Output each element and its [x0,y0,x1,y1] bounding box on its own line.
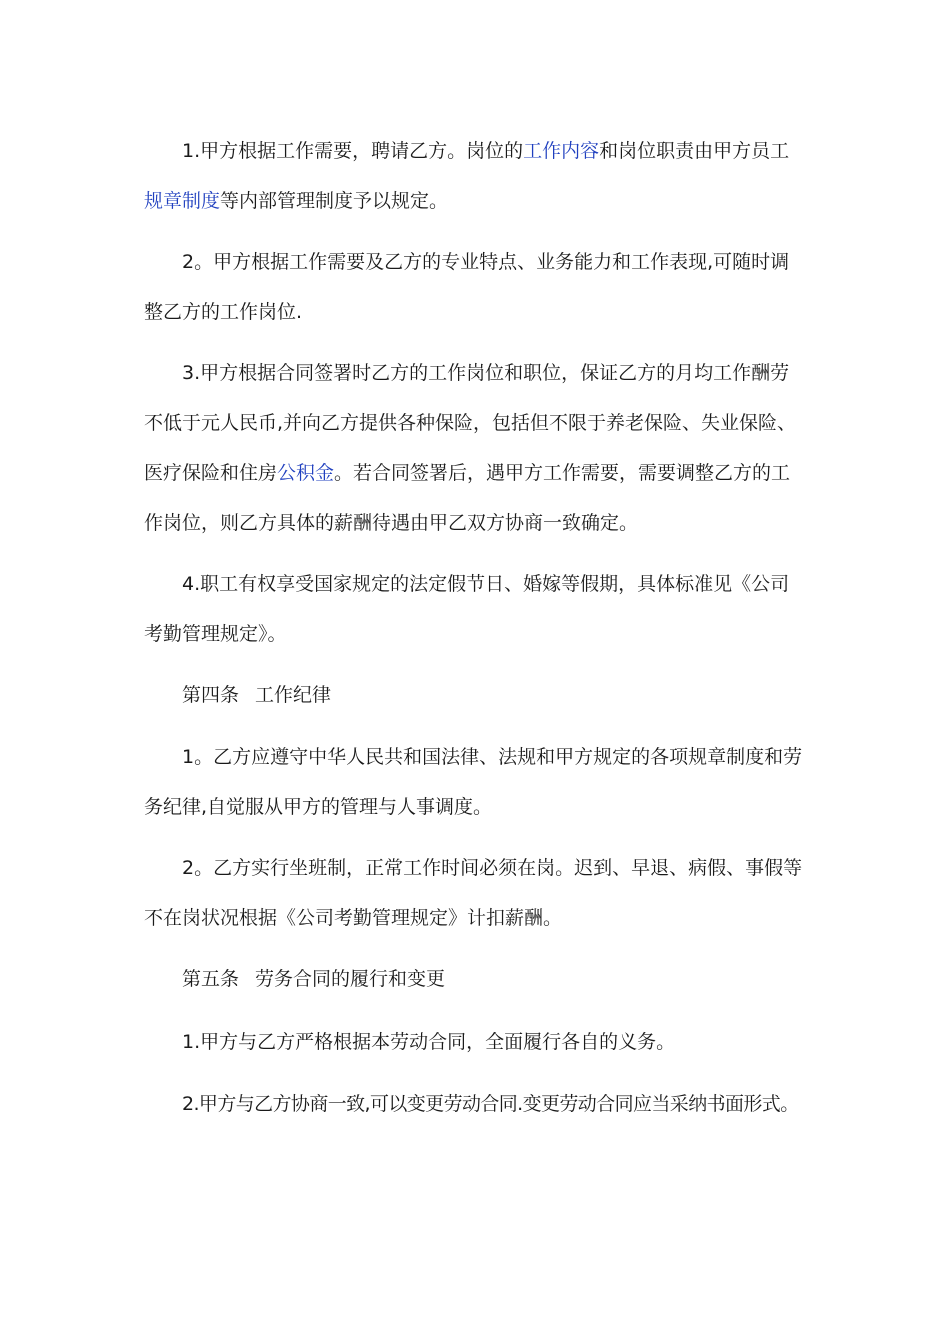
paragraph-2 [144,237,814,337]
paragraph-6 [144,843,814,943]
paragraph-7-line-1: 1.甲方与乙方严格根据本劳动合同，全面履行各自的义务。 [182,1031,676,1053]
paragraph-6-line-1: 2。乙方实行坐班制，正常工作时间必须在岗。迟到、早退、病假、事假等 [182,857,803,879]
paragraph-4-line-1: 4.职工有权享受国家规定的法定假节日、婚嫁等假期，具体标准见《公司 [182,573,790,595]
paragraph-8 [144,1079,814,1129]
paragraph-3-line-4: 作岗位，则乙方具体的薪酬待遇由甲乙双方协商一致确定。 [144,512,639,534]
paragraph-3-line-1: 3.甲方根据合同签署时乙方的工作岗位和职位，保证乙方的月均工作酬劳 [182,362,790,384]
paragraph-1-line-2 [144,176,814,226]
link-housing-fund[interactable]: 公积金 [277,462,335,484]
text-span: 医疗保险和住房 [144,462,278,484]
paragraph-7 [144,1017,814,1067]
text-span: 1.甲方根据工作需要，聘请乙方。岗位的 [182,140,524,162]
paragraph-4-line-2: 考勤管理规定》。 [144,623,287,645]
paragraph-2-line-1: 2。甲方根据工作需要及乙方的专业特点、业务能力和工作表现,可随时调 [182,251,790,273]
paragraph-5-line-2: 务纪律,自觉服从甲方的管理与人事调度。 [144,796,493,818]
article-number: 第五条 [182,968,240,990]
text-span: 等内部管理制度予以规定。 [220,190,449,212]
article-number: 第四条 [182,684,240,706]
link-work-content[interactable]: 工作内容 [523,140,600,162]
article-title: 劳务合同的履行和变更 [255,968,446,990]
paragraph-3-line-2: 不低于元人民币,并向乙方提供各种保险，包括但不限于养老保险、失业保险、 [144,412,797,434]
link-rules-regulations[interactable]: 规章制度 [144,190,221,212]
paragraph-2-line-2: 整乙方的工作岗位. [144,301,303,323]
paragraph-1 [144,126,814,226]
paragraph-6-line-2: 不在岗状况根据《公司考勤管理规定》计扣薪酬。 [144,907,563,929]
paragraph-5 [144,732,814,832]
paragraph-4 [144,559,814,659]
text-span: 。若合同签署后，遇甲方工作需要，需要调整乙方的工 [334,462,791,484]
text-span: 和岗位职责由甲方员工 [599,140,790,162]
paragraph-8-line-1: 2.甲方与乙方协商一致,可以变更劳动合同.变更劳动合同应当采纳书面形式。 [182,1093,799,1115]
article-5-heading [182,954,445,1004]
article-4-heading [182,670,331,720]
paragraph-5-line-1: 1。乙方应遵守中华人民共和国法律、法规和甲方规定的各项规章制度和劳 [182,746,803,768]
paragraph-3 [144,348,814,548]
paragraph-3-line-3 [144,448,814,498]
article-title: 工作纪律 [255,684,332,706]
paragraph-1-line-1 [144,126,814,176]
